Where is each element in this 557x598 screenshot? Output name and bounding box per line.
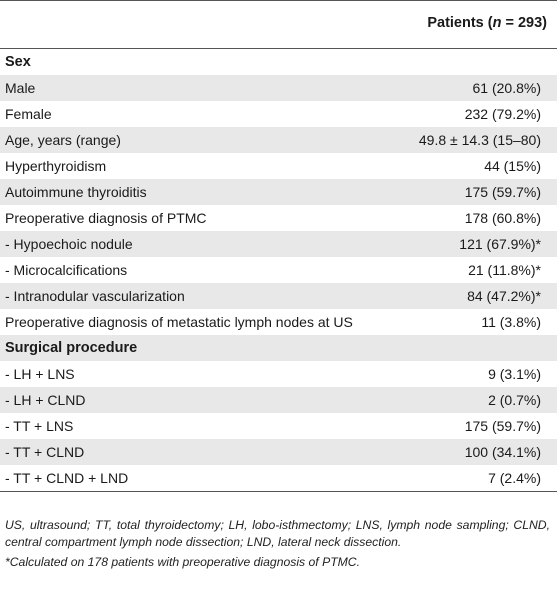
row-value: 175 (59.7%) — [464, 418, 541, 434]
row-value: 7 (2.4%) — [488, 470, 541, 486]
row-label: - TT + LNS — [5, 418, 74, 434]
table-row — [0, 361, 557, 387]
row-value: 49.8 ± 14.3 (15–80) — [418, 132, 541, 148]
row-label: - TT + CLND — [5, 444, 85, 460]
table-row — [0, 465, 557, 492]
row-label: Female — [5, 106, 52, 122]
table-row — [0, 101, 557, 127]
section-header-row — [0, 335, 557, 361]
table-notes — [5, 517, 550, 571]
table-row — [0, 439, 557, 465]
row-label: Hyperthyroidism — [5, 158, 107, 174]
table-row — [0, 231, 557, 257]
patients-column-header: Patients (n = 293) — [427, 15, 547, 31]
row-value: 11 (3.8%) — [481, 314, 541, 330]
table-body — [0, 49, 557, 492]
row-label: Male — [5, 80, 36, 96]
row-label: Sex — [5, 54, 31, 70]
table-row — [0, 309, 557, 335]
row-value: 44 (15%) — [484, 158, 541, 174]
table-row — [0, 257, 557, 283]
row-label: - Hypoechoic nodule — [5, 236, 133, 252]
row-value: 9 (3.1%) — [488, 366, 541, 382]
row-label: - Intranodular vascularization — [5, 288, 185, 304]
footnote: *Calculated on 178 patients with preoperative diagnosis of PTMC. — [5, 555, 360, 569]
table-row — [0, 75, 557, 101]
row-value: 2 (0.7%) — [488, 392, 541, 408]
row-label: - Microcalcifications — [5, 262, 128, 278]
table-row — [0, 127, 557, 153]
row-label: Preoperative diagnosis of PTMC — [5, 210, 207, 226]
row-label: - LH + CLND — [5, 392, 86, 408]
table-row — [0, 205, 557, 231]
table-header — [0, 0, 557, 49]
row-label: Age, years (range) — [5, 132, 121, 148]
row-label: Surgical procedure — [5, 340, 138, 356]
row-value: 21 (11.8%)* — [468, 262, 541, 278]
row-label: Autoimmune thyroiditis — [5, 184, 147, 200]
row-value: 175 (59.7%) — [464, 184, 541, 200]
table-row — [0, 179, 557, 205]
row-value: 121 (67.9%)* — [459, 236, 541, 252]
row-label: - TT + CLND + LND — [5, 470, 129, 486]
row-value: 178 (60.8%) — [464, 210, 541, 226]
table-row — [0, 153, 557, 179]
table-row — [0, 283, 557, 309]
abbreviations-note: US, ultrasound; TT, total thyroidectomy; LH, lobo-isthmectomy; LNS, lymph node sampling; CLND, central compartment lymph node dissection; LND, lateral neck dissection. — [5, 518, 550, 549]
row-label: Preoperative diagnosis of metastatic lymph nodes at US — [5, 314, 353, 330]
row-value: 84 (47.2%)* — [467, 288, 541, 304]
table-row — [0, 413, 557, 439]
row-label: - LH + LNS — [5, 366, 75, 382]
row-value: 232 (79.2%) — [464, 106, 541, 122]
row-value: 61 (20.8%) — [472, 80, 541, 96]
section-header-row — [0, 49, 557, 75]
row-value: 100 (34.1%) — [464, 444, 541, 460]
table-row — [0, 387, 557, 413]
